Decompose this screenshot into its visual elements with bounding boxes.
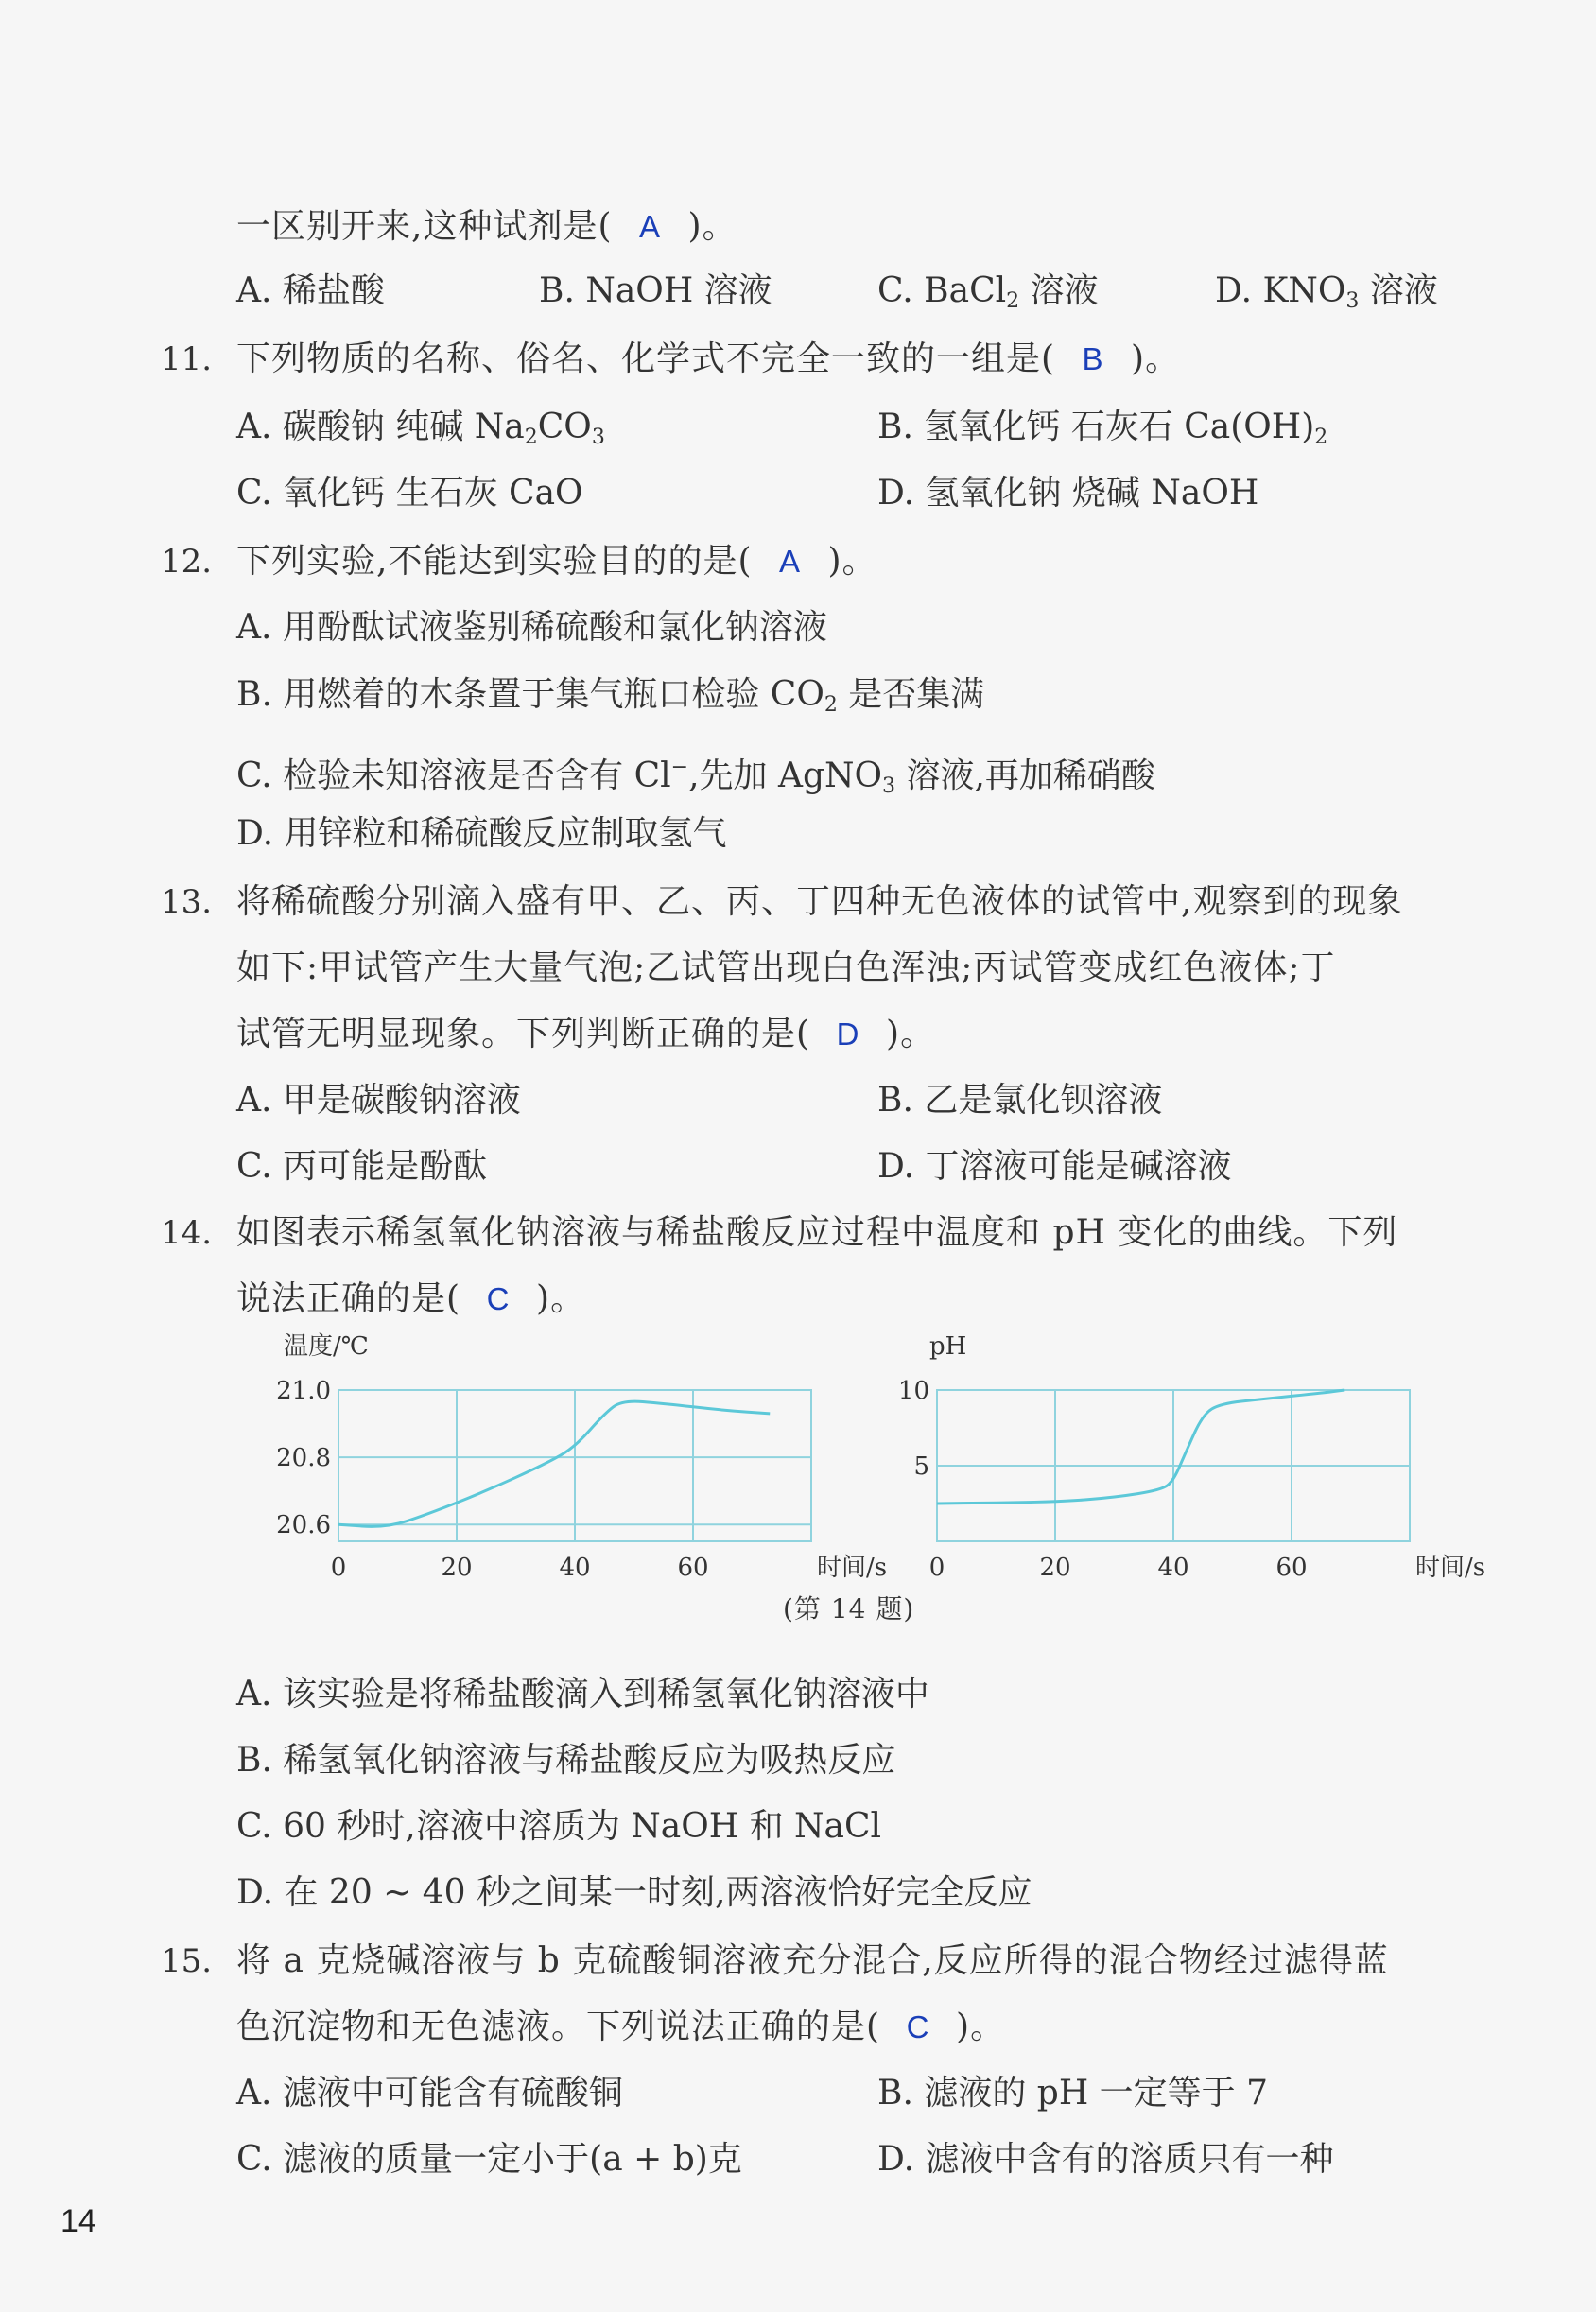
y-tick-label: 21.0 [276,1377,331,1405]
q10-option-d: D. $KNO_3$ 溶液 [1215,271,1438,313]
q13-option-a: A. 甲是碳酸钠溶液 [236,1081,521,1120]
x-tick-label: 20 [1039,1554,1071,1582]
q11-stem: 下列物质的名称、俗名、化学式不完全一致的一组是( B )。 [236,339,1181,378]
q13-option-b: B. 乙是氯化钡溶液 [877,1081,1163,1120]
x-tick-label: 60 [1275,1554,1308,1582]
q15-number: 15. [161,1942,213,1980]
q14-option-d: D. 在 20 ~ 40 秒之间某一时刻,两溶液恰好完全反应 [236,1873,1032,1912]
q14-option-b: B. 稀氢氧化钠溶液与稀盐酸反应为吸热反应 [236,1741,896,1780]
q13-number: 13. [161,883,213,921]
x-tick-label: 20 [441,1554,473,1582]
q15-line-1: 将 a 克烧碱溶液与 b 克硫酸铜溶液充分混合,反应所得的混合物经过滤得蓝 [236,1941,1389,1980]
y-tick-label: 10 [897,1377,929,1405]
q12-answer: A [778,544,801,579]
x-tick-label: 40 [1157,1554,1189,1582]
q11-option-a: A. 碳酸钠 纯碱 $Na_2CO_3$ [236,408,605,449]
q11-answer: B [1082,341,1104,376]
q12-stem: 下列实验,不能达到实验目的的是( A )。 [236,542,877,581]
y-axis-label: pH [929,1332,967,1361]
q12-option-a: A. 用酚酞试液鉴别稀硫酸和氯化钠溶液 [236,608,827,647]
q14-option-a: A. 该实验是将稀盐酸滴入到稀氢氧化钠溶液中 [236,1675,929,1713]
q11-number: 11. [161,340,213,378]
ph-chart [884,1332,1486,1582]
x-tick-label: 60 [677,1554,709,1582]
y-tick-label: 20.8 [276,1444,331,1473]
data-series-line [338,1401,770,1526]
q11-option-b: B. 氢氧化钙 石灰石 $Ca(OH)_2$ [877,408,1328,449]
x-axis-label: 时间/s [817,1554,888,1582]
q11-option-c: C. 氧化钙 生石灰 CaO [236,474,583,513]
data-series-line [937,1390,1344,1504]
y-tick-label: 5 [913,1452,929,1481]
q14-answer: C [486,1281,511,1316]
q15-option-a: A. 滤液中可能含有硫酸铜 [236,2074,623,2112]
q13-option-d: D. 丁溶液可能是碱溶液 [877,1147,1232,1186]
q13-option-c: C. 丙可能是酚酞 [236,1147,488,1186]
q14-line-1: 如图表示稀氢氧化钠溶液与稀盐酸反应过程中温度和 pH 变化的曲线。下列 [236,1213,1398,1252]
y-tick-label: 20.6 [276,1511,331,1540]
page-number: 14 [61,2203,96,2239]
x-tick-label: 0 [928,1554,945,1582]
q15-line-2: 色沉淀物和无色滤液。下列说法正确的是( C )。 [236,2008,1006,2046]
q10-option-a: A. 稀盐酸 [236,271,385,310]
q14-option-c: C. 60 秒时,溶液中溶质为 NaOH 和 NaCl [236,1807,882,1846]
temperature-chart [265,1332,888,1582]
x-tick-label: 0 [330,1554,347,1582]
q13-line-1: 将稀硫酸分别滴入盛有甲、乙、丙、丁四种无色液体的试管中,观察到的现象 [236,882,1403,921]
q10-answer: A [638,209,661,244]
q13-line-3: 试管无明显现象。下列判断正确的是( D )。 [236,1015,936,1053]
x-axis-label: 时间/s [1415,1554,1486,1582]
q10-option-c: C. BaCl$_2$ 溶液 [877,271,1099,313]
q11-option-d: D. 氢氧化钠 烧碱 NaOH [877,474,1259,513]
x-tick-label: 40 [559,1554,591,1582]
q15-option-d: D. 滤液中含有的溶质只有一种 [877,2140,1334,2179]
q10-option-b: B. NaOH 溶液 [539,271,772,310]
q12-option-d: D. 用锌粒和稀硫酸反应制取氢气 [236,814,727,853]
q13-line-2: 如下:甲试管产生大量气泡;乙试管出现白色浑浊;丙试管变成红色液体;丁 [236,948,1336,987]
q15-option-c: C. 滤液的质量一定小于(a + b)克 [236,2140,742,2179]
figure-caption: (第 14 题) [783,1593,915,1625]
q13-answer: D [836,1017,860,1052]
q10-stem-end: 一区别开来,这种试剂是( A )。 [236,207,737,246]
q14-number: 14. [161,1214,213,1252]
q12-option-c: C. 检验未知溶液是否含有 Cl−,先加 AgNO$_3$ 溶液,再加稀硝酸 [236,756,1155,798]
y-axis-label: 温度/℃ [284,1332,369,1361]
q14-line-2: 说法正确的是( C )。 [236,1279,586,1318]
q12-option-b: B. 用燃着的木条置于集气瓶口检验 $CO_2$ 是否集满 [236,675,985,717]
q12-number: 12. [161,543,213,581]
q15-answer: C [906,2009,930,2044]
q15-option-b: B. 滤液的 pH 一定等于 7 [877,2074,1269,2112]
